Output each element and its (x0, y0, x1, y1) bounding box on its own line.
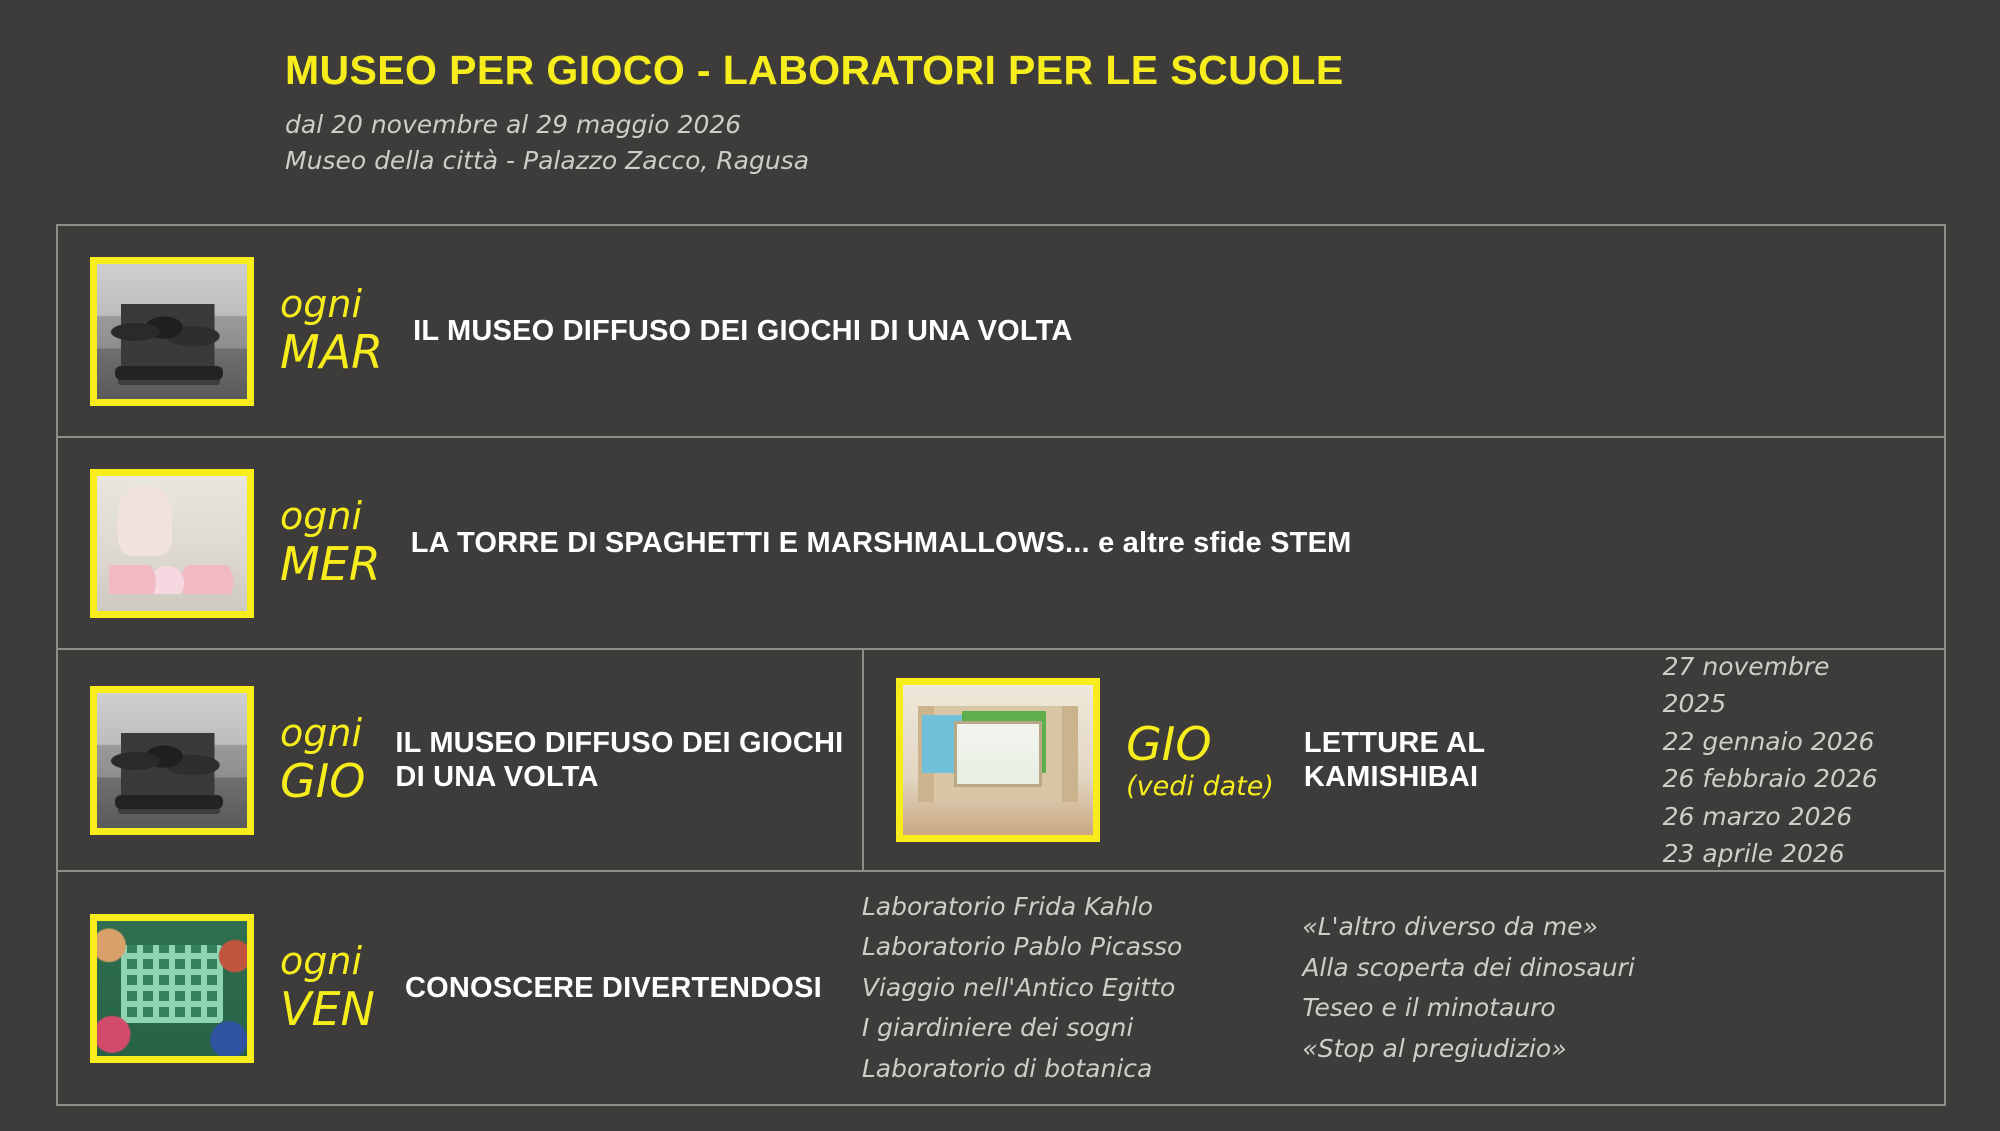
table-row (58, 872, 1944, 1104)
photo-children-cart-bw-icon (97, 264, 247, 399)
row-2-main (58, 438, 1351, 648)
day-prefix: ogni (280, 711, 363, 756)
row-4-main (58, 872, 1944, 1104)
workshop-list-right (1302, 907, 1634, 1069)
row-1-main (58, 226, 1073, 436)
thumbnail-frame (90, 914, 254, 1063)
day-abbrev: MAR (280, 325, 384, 380)
photo-children-board-game-icon (97, 921, 247, 1056)
list-item: «L'altro diverso da me» (1302, 912, 1598, 941)
day-abbrev: MER (280, 537, 381, 592)
list-item: 22 gennaio 2026 (1662, 726, 1875, 756)
list-item: «Stop al pregiudizio» (1302, 1033, 1567, 1063)
day-prefix: ogni (280, 494, 363, 539)
list-item: I giardiniere dei sogni (861, 1013, 1134, 1043)
kamishibai-dates (1663, 648, 1898, 873)
workshop-title: IL MUSEO DIFFUSO DEI GIOCHI DI UNA VOLTA (395, 726, 844, 793)
row-3-secondary (862, 650, 1944, 870)
table-row (58, 226, 1944, 438)
list-item: 27 novembre 2025 (1662, 651, 1830, 718)
list-item: 26 febbraio 2026 (1662, 764, 1878, 793)
day-label (280, 939, 375, 1036)
schedule-grid (56, 224, 1946, 1106)
thumbnail-frame (90, 686, 254, 835)
list-item: Alla scoperta dei dinosauri (1302, 952, 1635, 982)
header-dates: dal 20 novembre al 29 maggio 2026 (285, 110, 742, 140)
workshop-list-left (862, 887, 1182, 1090)
list-item: 23 aprile 2026 (1662, 839, 1845, 868)
photo-children-cart-bw-icon (97, 693, 247, 828)
day-abbrev: VEN (280, 982, 375, 1037)
page-title: MUSEO PER GIOCO - LABORATORI PER LE SCUOLE (285, 47, 1344, 93)
thumbnail-frame (90, 469, 254, 618)
day-label (280, 282, 383, 379)
workshop-title: IL MUSEO DIFFUSO DEI GIOCHI DI UNA VOLTA (413, 314, 1073, 347)
table-row (58, 438, 1944, 650)
list-item: Viaggio nell'Antico Egitto (861, 972, 1176, 1002)
day-label (280, 494, 381, 591)
row-3-main (58, 650, 862, 870)
workshop-title: CONOSCERE DIVERTENDOSI (404, 971, 822, 1004)
day-label-kamishibai (1126, 718, 1274, 803)
table-row (58, 650, 1944, 872)
workshop-title-kamishibai: LETTURE AL KAMISHIBAI (1303, 726, 1485, 793)
list-item: Teseo e il minotauro (1302, 993, 1556, 1022)
workshop-title: LA TORRE DI SPAGHETTI E MARSHMALLOWS... e altre sfide STEM (410, 526, 1352, 559)
list-item: Laboratorio di botanica (861, 1053, 1153, 1083)
header-venue: Museo della città - Palazzo Zacco, Ragusa (285, 145, 810, 175)
day-abbrev: GIO (1126, 716, 1212, 771)
poster-header (0, 0, 2000, 178)
day-label (280, 711, 365, 808)
thumbnail-frame (896, 678, 1100, 842)
photo-marshmallow-spaghetti-tower-icon (97, 476, 247, 611)
list-item: 26 marzo 2026 (1662, 801, 1853, 831)
photo-kamishibai-theatre-icon (903, 685, 1093, 835)
day-abbrev: GIO (280, 754, 366, 809)
day-prefix: ogni (280, 282, 363, 327)
day-prefix: ogni (280, 939, 363, 984)
list-item: Laboratorio Pablo Picasso (861, 932, 1183, 962)
day-note: (vedi date) (1126, 771, 1274, 803)
list-item: Laboratorio Frida Kahlo (861, 891, 1154, 921)
thumbnail-frame (90, 257, 254, 406)
